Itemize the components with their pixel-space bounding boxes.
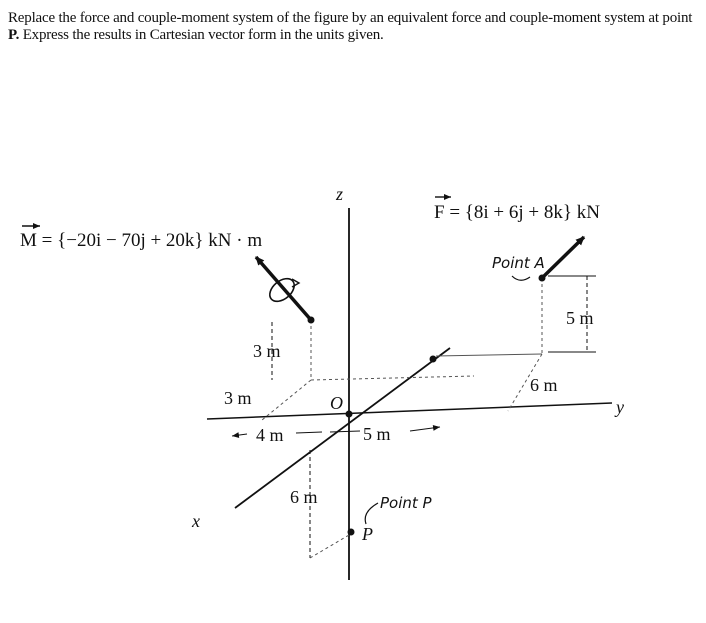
x-offset-label: 4 m [256, 425, 284, 445]
p-letter: P [362, 524, 373, 544]
point-a [539, 275, 546, 282]
y-axis-line [207, 403, 612, 419]
problem-text-before: Replace the force and couple-moment system of the figure by an equivalent force and couple-moment system at point [8, 10, 693, 26]
point-a-pointer [512, 276, 530, 280]
z-axis-label: z [336, 184, 344, 204]
force-vector [542, 237, 584, 278]
point-p-mark: P. [8, 27, 20, 43]
moment-base-dashed [311, 320, 474, 380]
y-offset-dim-left [330, 431, 360, 432]
origin-label: O [330, 393, 343, 413]
moment-offset-dashed [262, 380, 311, 420]
x-axis-label: x [192, 511, 200, 531]
moment-equation: M = {−20i − 70j + 20k} kN · m [20, 230, 263, 251]
origin-point [346, 411, 353, 418]
x-offset-dim-right [296, 432, 322, 433]
force-height-label: 5 m [566, 308, 594, 328]
point-a-label: Point A [492, 254, 545, 272]
problem-text-after: Express the results in Cartesian vector form in the units given. [19, 27, 384, 43]
x-offset-dim [232, 434, 247, 436]
y-axis-label: y [616, 397, 624, 417]
force-equation: F = {8i + 6j + 8k} kN [434, 202, 600, 223]
p-dashed [310, 535, 349, 558]
y-offset-label: 5 m [363, 424, 391, 444]
moment-vector [256, 257, 311, 320]
p-depth-label: 6 m [290, 487, 318, 507]
axis-point [430, 356, 437, 363]
moment-offset-label: 3 m [224, 388, 252, 408]
point-p-label: Point P [380, 494, 432, 512]
force-offset-label: 6 m [530, 375, 558, 395]
point-p [348, 529, 355, 536]
y-offset-dim [410, 427, 440, 431]
point-p-pointer [365, 503, 378, 524]
moment-height-label: 3 m [253, 341, 281, 361]
moment-point [308, 317, 315, 324]
force-base-dashed [436, 354, 542, 356]
